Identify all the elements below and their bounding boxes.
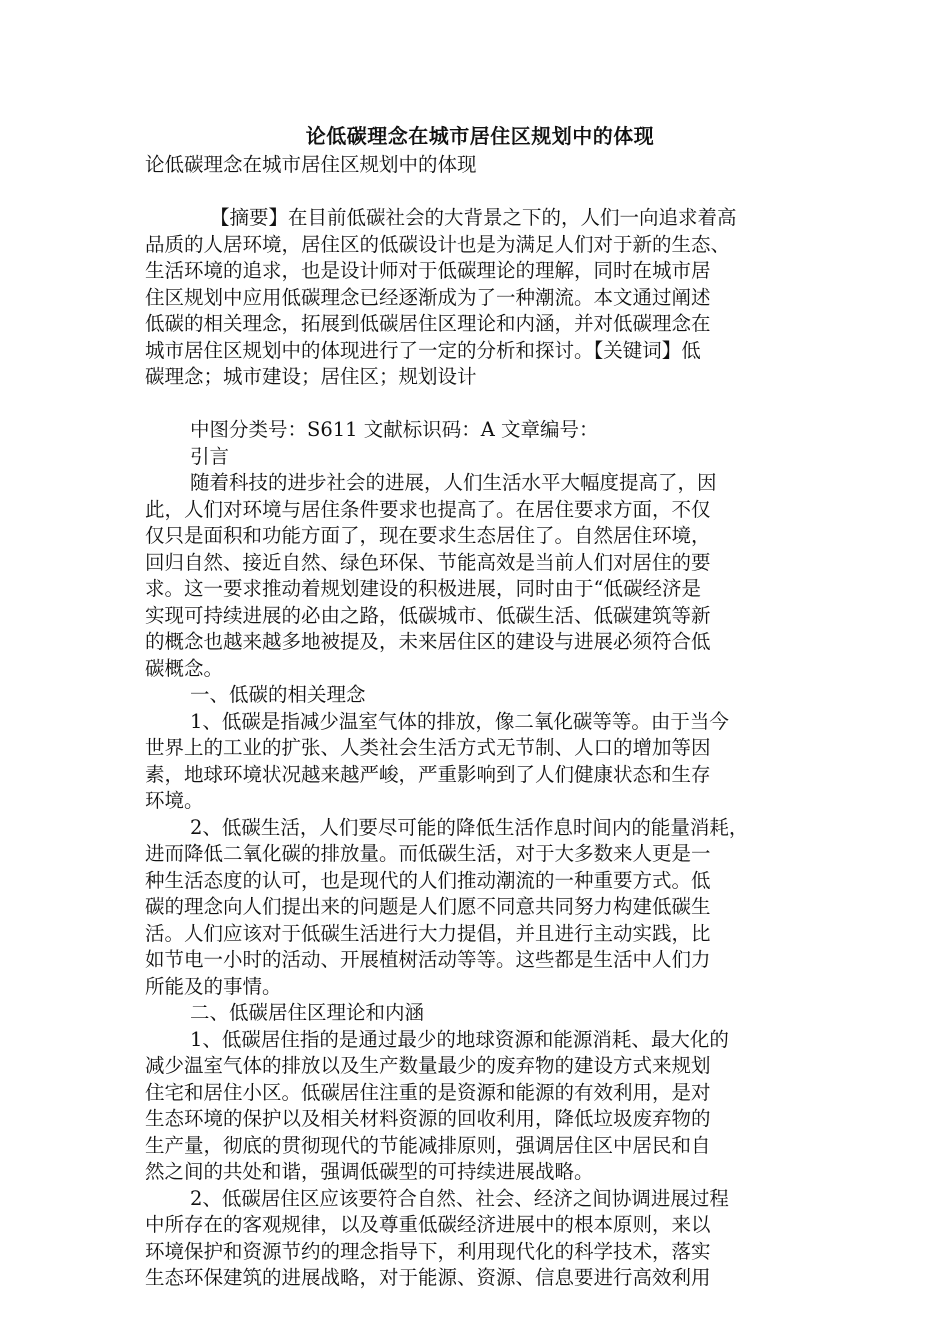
abstract-line: 碳理念；城市建设；居住区；规划设计: [145, 365, 477, 388]
paragraph-line: 2、低碳居住区应该要符合自然、社会、经济之间协调进展过程: [190, 1186, 729, 1210]
paragraph-line: 中所存在的客观规律，以及尊重低碳经济进展中的根本原则，来以: [145, 1213, 711, 1236]
blank-line: [145, 391, 815, 418]
document-title: 论低碳理念在城市居住区规划中的体现: [305, 124, 655, 148]
paragraph-line: 世界上的工业的扩张、人类社会生活方式无节制、人口的增加等因: [145, 736, 711, 759]
abstract-line: 住区规划中应用低碳理念已经逐渐成为了一种潮流。本文通过阐述: [145, 285, 711, 309]
paragraph-line: 环境。: [145, 789, 204, 812]
paragraph-line: 生态环境的保护以及相关材料资源的回收利用，降低垃圾废弃物的: [145, 1107, 711, 1130]
paragraph-line: 2、低碳生活，人们要尽可能的降低生活作息时间内的能量消耗，: [190, 815, 749, 839]
paragraph-line: 1、低碳是指减少温室气体的排放，像二氧化碳等等。由于当今: [190, 709, 729, 733]
paragraph-line: 此，人们对环境与居住条件要求也提高了。在居住要求方面，不仅: [145, 497, 711, 521]
paragraph-line: 进而降低二氧化碳的排放量。而低碳生活，对于大多数来人更是一: [145, 842, 711, 865]
paragraph-line: 环境保护和资源节约的理念指导下，利用现代化的科学技术，落实: [145, 1239, 711, 1263]
document-subtitle: 论低碳理念在城市居住区规划中的体现: [145, 153, 477, 176]
paragraph-line: 减少温室气体的排放以及生产数量最少的废弃物的建设方式来规划: [145, 1054, 711, 1077]
abstract-line: 城市居住区规划中的体现进行了一定的分析和探讨。【关键词】低: [145, 338, 701, 362]
paragraph-line: 生态环保建筑的进展战略，对于能源、资源、信息要进行高效利用: [145, 1266, 711, 1289]
document-page: [145, 120, 815, 1292]
paragraph-line: 回归自然、接近自然、绿色环保、节能高效是当前人们对居住的要: [145, 550, 711, 574]
intro-heading: 引言: [190, 444, 230, 468]
abstract-paragraph: [145, 205, 815, 391]
section-heading: 二、低碳居住区理论和内涵: [190, 1001, 425, 1024]
paragraph-line: 生产量，彻底的贯彻现代的节能减排原则，强调居住区中居民和自: [145, 1133, 711, 1157]
intro-paragraph: [145, 470, 815, 682]
section2-paragraph-1: [145, 1027, 815, 1186]
paragraph-line: 种生活态度的认可，也是现代的人们推动潮流的一种重要方式。低: [145, 868, 711, 892]
paragraph-line: 1、低碳居住指的是通过最少的地球资源和能源消耗、最大化的: [190, 1027, 729, 1051]
section1-paragraph-2: [145, 815, 815, 1001]
paragraph-line: 如节电一小时的活动、开展植树活动等等。这些都是生活中人们力: [145, 948, 711, 971]
section1-paragraph-1: [145, 709, 815, 815]
paragraph-line: 求。这一要求推动着规划建设的积极进展，同时由于“低碳经济是: [145, 577, 701, 600]
paragraph-line: 仅只是面积和功能方面了，现在要求生态居住了。自然居住环境，: [145, 524, 711, 547]
abstract-line: 生活环境的追求，也是设计师对于低碳理论的理解，同时在城市居: [145, 259, 711, 282]
paragraph-line: 所能及的事情。: [145, 974, 282, 998]
abstract-line: 品质的人居环境，居住区的低碳设计也是为满足人们对于新的生态、: [145, 232, 731, 256]
paragraph-line: 然之间的共处和谐，强调低碳型的可持续进展战略。: [145, 1160, 594, 1183]
paragraph-line: 素，地球环境状况越来越严峻，严重影响到了人们健康状态和生存: [145, 762, 711, 786]
abstract-line: 低碳的相关理念，拓展到低碳居住区理论和内涵，并对低碳理念在: [145, 312, 711, 335]
paragraph-line: 的概念也越来越多地被提及，未来居住区的建设与进展必须符合低: [145, 630, 711, 653]
abstract-line: 【摘要】在目前低碳社会的大背景之下的，人们一向追求着高: [210, 206, 737, 229]
paragraph-line: 碳概念。: [145, 656, 224, 680]
paragraph-line: 活。人们应该对于低碳生活进行大力提倡，并且进行主动实践，比: [145, 921, 711, 945]
paragraph-line: 随着科技的进步社会的进展，人们生活水平大幅度提高了，因: [190, 471, 717, 494]
section2-paragraph-2: [145, 1186, 815, 1292]
blank-line: [145, 179, 815, 206]
paragraph-line: 住宅和居住小区。低碳居住注重的是资源和能源的有效利用，是对: [145, 1080, 711, 1104]
classification-line: 中图分类号：S611 文献标识码：A 文章编号：: [190, 418, 599, 441]
paragraph-line: 碳的理念向人们提出来的问题是人们愿不同意共同努力构建低碳生: [145, 895, 711, 918]
paragraph-line: 实现可持续进展的必由之路，低碳城市、低碳生活、低碳建筑等新: [145, 603, 711, 627]
section-heading: 一、低碳的相关理念: [190, 683, 366, 706]
